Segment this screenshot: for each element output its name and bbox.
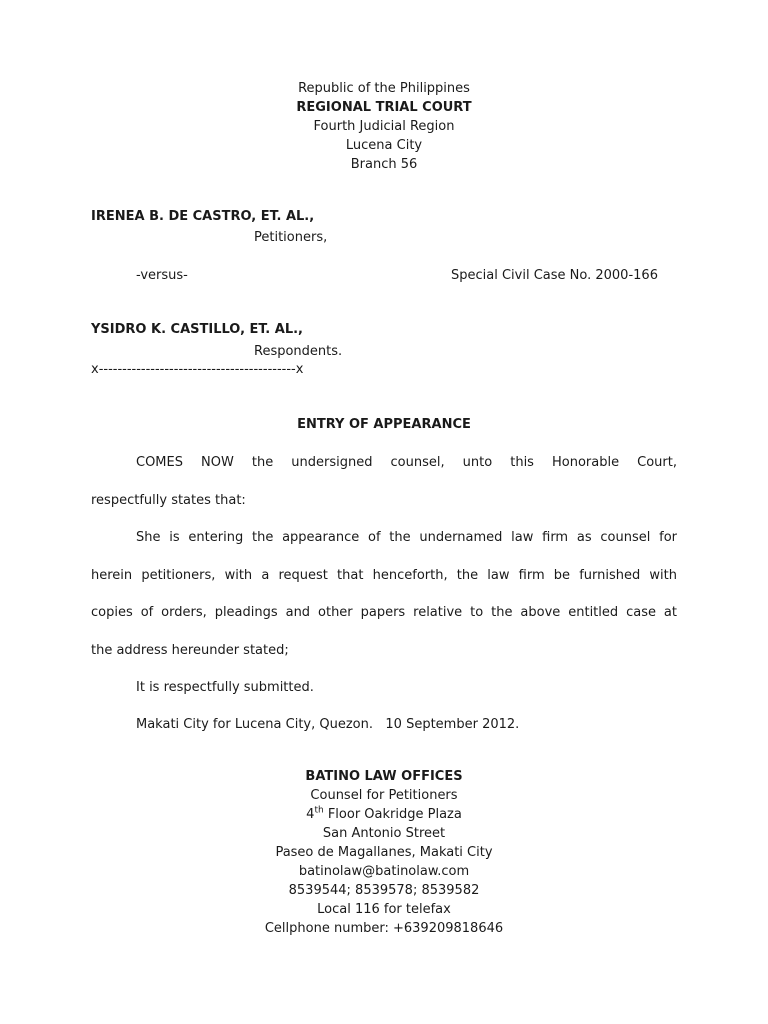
paragraph-1-line-2: respectfully states that: xyxy=(91,493,246,508)
city-address: Paseo de Magallanes, Makati City xyxy=(275,845,493,860)
email-address: batinolaw@batinolaw.com xyxy=(298,864,470,879)
counsel-role: Counsel for Petitioners xyxy=(310,788,458,803)
phone-numbers: 8539544; 8539578; 8539582 xyxy=(288,883,480,898)
paragraph-1-line-1: COMES NOW the undersigned counsel, unto this Honorable Court, xyxy=(136,455,677,470)
petitioner-role: Petitioners, xyxy=(254,230,328,245)
judicial-region: Fourth Judicial Region xyxy=(313,119,455,134)
case-number: Special Civil Case No. 2000-166 xyxy=(451,268,658,283)
respondent-name: YSIDRO K. CASTILLO, ET. AL., xyxy=(91,322,303,337)
court-branch: Branch 56 xyxy=(350,157,418,172)
caption-separator: x------------------------------------------x xyxy=(91,362,304,377)
court-city: Lucena City xyxy=(345,138,423,153)
place-date-line: Makati City for Lucena City, Quezon. 10 September 2012. xyxy=(136,717,520,732)
court-name: REGIONAL TRIAL COURT xyxy=(296,100,472,115)
cellphone-number: Cellphone number: +639209818646 xyxy=(264,921,504,936)
republic-line: Republic of the Philippines xyxy=(298,81,470,96)
court-header xyxy=(0,79,768,174)
document-title: ENTRY OF APPEARANCE xyxy=(297,417,471,432)
floor-building: Floor Oakridge Plaza xyxy=(323,807,462,822)
petitioner-name: IRENEA B. DE CASTRO, ET. AL., xyxy=(91,209,315,224)
floor-number: 4 xyxy=(306,807,315,822)
paragraph-2-line-1: She is entering the appearance of the undernamed law firm as counsel for xyxy=(136,530,677,545)
submission-line: It is respectfully submitted. xyxy=(136,680,314,695)
signature-block xyxy=(0,767,768,938)
respondent-role: Respondents. xyxy=(254,344,343,359)
street-address: San Antonio Street xyxy=(322,826,446,841)
paragraph-2-line-4: the address hereunder stated; xyxy=(91,643,289,658)
paragraph-2-line-2: herein petitioners, with a request that henceforth, the law firm be furnished with xyxy=(91,568,677,583)
versus-label: -versus- xyxy=(136,268,188,283)
firm-name: BATINO LAW OFFICES xyxy=(305,769,463,784)
floor-address xyxy=(0,805,768,824)
telefax-local: Local 116 for telefax xyxy=(317,902,451,917)
floor-suffix: th xyxy=(314,805,324,816)
paragraph-2-line-3: copies of orders, pleadings and other papers relative to the above entitled case at xyxy=(91,605,677,620)
